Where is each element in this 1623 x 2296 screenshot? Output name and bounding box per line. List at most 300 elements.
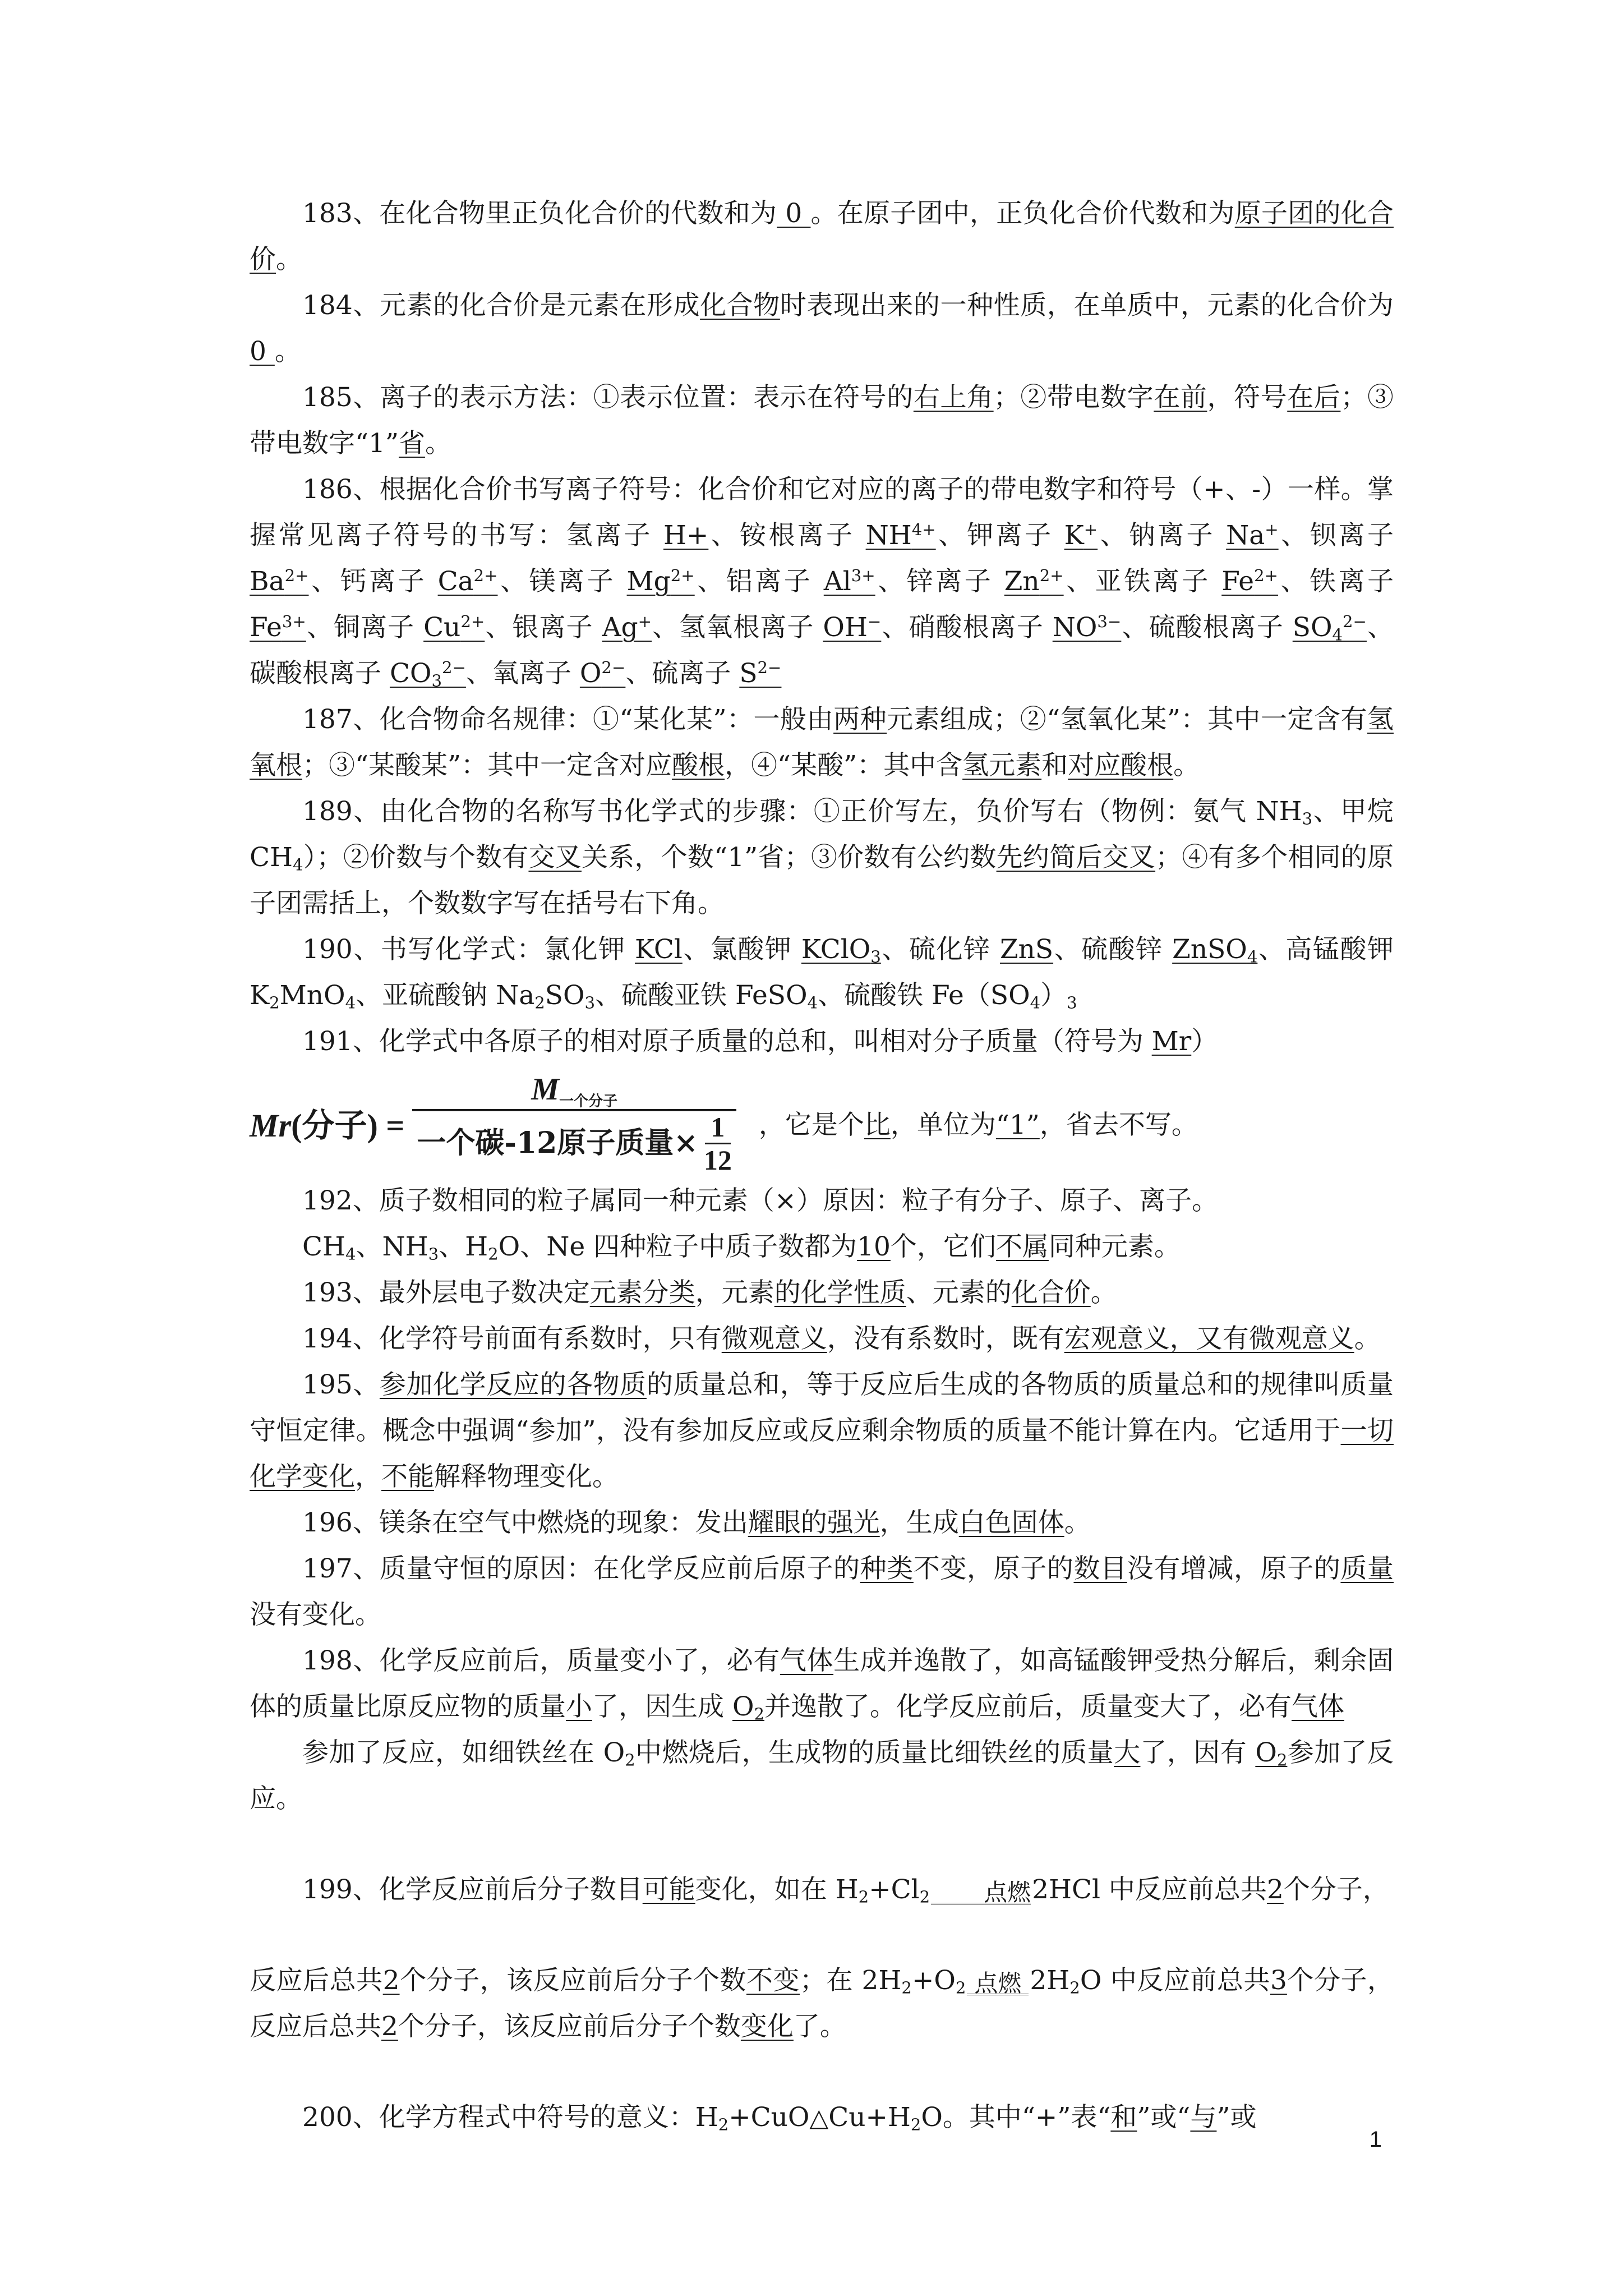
text: 183、在化合物里正负化合价的代数和为 [302,198,777,229]
subscript: 3 [584,993,596,1013]
charge: − [867,611,882,631]
separator: 、 [935,520,967,551]
charge: 2− [441,657,466,677]
text: 193、最外层电子数决定 [302,1277,590,1308]
answer: 对应酸根 [1068,750,1174,781]
formula [801,934,881,965]
formula: KCl [634,934,683,965]
symbol: O [579,658,602,689]
text: 197、质量守恒的原因：在化学反应前后原子的 [302,1553,860,1584]
ion-symbol [823,612,881,643]
charge: 2+ [284,565,309,585]
text: 和 [1041,750,1068,781]
paragraph-195 [250,1362,1394,1500]
symbol: Cu [423,612,461,643]
ion-label: 铜离子 [333,612,424,643]
ion-label: 碳酸根离子 [250,658,390,689]
equals-line [967,1994,1029,1995]
separator: 、 [465,658,492,689]
answer: 微观意义 [721,1323,827,1354]
answer: 3 [1270,1965,1287,1996]
answer: 参加化学反应的各物质 [379,1369,647,1400]
condition-label: 点燃 [974,1969,1022,1997]
text: 2HCl 中反应前总共 [1032,1874,1267,1905]
answer: 10 [857,1231,891,1262]
ion-label: 铵根离子 [740,520,866,551]
numerator-subscript: 一个分子 [559,1093,618,1110]
ion-symbol [390,658,466,689]
text: ，没有系数时，既有 [827,1323,1064,1354]
charge: 2− [601,657,626,677]
text: 个分子，该反应前后分子个数 [399,1965,746,1996]
charge: 3+ [851,565,875,585]
text: 没有增减，原子的 [1127,1553,1341,1584]
ion-symbol [423,612,485,643]
ion-label: 铁离子 [1310,566,1394,597]
separator: 、 [308,566,340,597]
paragraph-186 [250,467,1394,697]
subscript: 2 [955,1978,966,1998]
answer: 数目 [1073,1553,1127,1584]
text: 参加了反应，如细铁丝在 O [302,1737,625,1768]
text: O 中反应前总共 [1080,1965,1270,1996]
answer [732,1691,764,1722]
answer: 宏观意义，又有微观意义 [1064,1323,1354,1354]
mass-symbol: M [531,1071,559,1107]
text: 、NH [356,1231,428,1262]
symbol: Zn [1004,566,1040,597]
symbol: Mg [626,566,671,597]
text: ，它是个 [758,1109,864,1140]
symbol: Ca [437,566,474,597]
subscript: 2 [910,2115,921,2134]
text: ，元素 [695,1277,774,1308]
subscript: 4 [1030,993,1041,1013]
formula-tail [759,1104,1198,1142]
subscript: 2 [754,1704,765,1724]
ion-label: 硫酸根离子 [1149,612,1293,643]
text: 。 [1064,1507,1091,1538]
ion-symbol [627,566,695,597]
charge: 4+ [911,519,936,539]
separator: 、 [1063,566,1095,597]
subscript: 4 [1247,947,1258,967]
paragraph-191 [250,1019,1394,1065]
answer: 原子团的化合价 [250,198,1394,275]
text: 、氯酸钾 [682,934,801,965]
answer: 小 [566,1691,592,1722]
text: ”或 [1216,2102,1257,2133]
text: 关系，个数“1”省；③价数有公约数 [581,842,997,873]
subscript: 4 [345,1244,356,1264]
text: 个分子，该反应前后分子个数 [398,2011,741,2042]
separator: 、 [1278,520,1310,551]
separator: 、 [1366,612,1394,643]
ion-symbol [438,566,498,597]
answer: 2 [382,1965,400,1996]
text: 196、镁条在空气中燃烧的现象：发出 [302,1507,748,1538]
text: CH [302,1231,345,1262]
text: 186、根据化合价书写离子符号：化合价和它对应的离子的带电数字和符号（+、-）一样。掌握常见离子符号的书写： [250,474,1394,551]
text: ） [1191,1026,1218,1057]
text: 。在原子团中，正负化合价代数和为 [810,198,1235,229]
charge: 2− [757,657,782,677]
text: 、亚硫酸钠 Na [356,980,535,1011]
answer: 元素分类 [589,1277,695,1308]
text: ）；②价数与个数有 [303,842,529,873]
paragraph-190 [250,927,1394,1019]
answer: 0 [250,336,275,367]
text: 、硫酸锌 [1053,934,1173,965]
symbol: NO [1052,612,1098,643]
ion-label: 钡离子 [1310,520,1394,551]
charge: 2+ [460,611,485,631]
ion-label: 钠离子 [1128,520,1227,551]
charge: 2+ [670,565,695,585]
charge: + [638,611,652,631]
ion-symbol [1226,520,1279,551]
ion-symbol [250,566,309,597]
charge: 2+ [1254,565,1278,585]
answer: 白色固体 [958,1507,1064,1538]
subscript: 4 [345,993,356,1013]
paragraph-198 [250,1638,1394,1730]
spacer [250,1822,1394,1867]
ion-label: 氧离子 [492,658,580,689]
text: 同种元素。 [1048,1231,1181,1262]
paragraph-192-cont [250,1224,1394,1270]
text: 。 [1354,1323,1381,1354]
ion-label: 银离子 [512,612,602,643]
answer: 化合物 [700,290,780,321]
answer: 一切化学变化 [250,1415,1394,1492]
charge: 2+ [1039,565,1064,585]
answer: 耀眼的强光 [748,1507,880,1538]
subscript: 2 [858,1887,869,1907]
text: 。 [1090,1277,1117,1308]
subscript: 4 [807,993,818,1013]
symbol: Fe [250,612,282,643]
text: ，符号 [1207,382,1288,413]
ion-symbol [824,566,875,597]
text: +O [911,1965,956,1996]
subscript: 2 [901,1978,912,1998]
charge: + [1083,519,1098,539]
mini-numerator: 1 [711,1111,725,1143]
text: 解释物理变化。 [434,1461,619,1492]
answer [1255,1737,1287,1768]
subscript: 3 [870,947,881,967]
answer: 右上角 [913,382,994,413]
text: 。 [276,244,302,275]
symbol: Ag [602,612,638,643]
text: 、甲烷 CH [250,796,1394,873]
answer: 0 [777,198,811,229]
separator: 、 [485,612,513,643]
text: 中燃烧后，生成物的质量比细铁丝的质量 [635,1737,1114,1768]
subscript: 2 [1069,1978,1080,1998]
text: 生成并逸散了，如高锰酸钾受热分解后，剩余固体的质量比原反应物的质量 [250,1645,1394,1722]
ion-label: 镁离子 [529,566,627,597]
answer: 不变 [746,1965,800,1996]
formula-fraction [412,1070,736,1176]
text: 191、化学式中各原子的相对原子质量的总和，叫相对分子质量（符号为 [302,1026,1152,1057]
charge: + [1265,519,1279,539]
text: ） [1040,980,1067,1011]
text: 个分子，反应后总共 [250,1965,1394,2042]
paragraph-197 [250,1546,1394,1638]
text: 、元素的 [906,1277,1012,1308]
text: 个分子， [1283,1874,1389,1905]
text: 参加了反应。 [250,1737,1394,1814]
answer: 比 [864,1109,891,1140]
paragraph-200 [250,2095,1394,2141]
mr-symbol: Mr [250,1107,292,1144]
denominator-text: 一个碳-12原子质量× [417,1126,698,1160]
text: 2H [1030,1965,1070,1996]
text: 194、化学符号前面有系数时，只有 [302,1323,722,1354]
ion-symbol [1064,520,1098,551]
symbol: ZnSO [1172,934,1247,965]
text: 元素组成；②“氢氧化某”：其中一定含有 [887,704,1368,735]
paragraph-193 [250,1270,1394,1316]
ion-label: 亚铁离子 [1095,566,1222,597]
answer: 2 [381,2011,398,2042]
symbol: SO [1292,612,1332,643]
formula-lhs-text: (分子) = [291,1107,405,1144]
symbol: NH [865,520,912,551]
symbol: Na [1226,520,1265,551]
paragraph-183 [250,191,1394,283]
answer: 气体 [780,1645,834,1676]
text: ；④有多个相同的原子团需括上，个数数字写在括号右下角。 [250,842,1394,919]
answer: 的化学性质 [774,1277,906,1308]
reaction-condition-arrow [967,1970,1029,1995]
subscript: 2 [625,1750,635,1770]
text: ，单位为 [890,1109,996,1140]
separator: 、 [652,612,680,643]
separator: 、 [875,566,907,597]
separator: 、 [1278,566,1310,597]
text: 时表现出来的一种性质，在单质中，元素的化合价为 [780,290,1394,321]
answer: 气体 [1292,1691,1345,1722]
separator: 、 [306,612,334,643]
ion-label: 锌离子 [906,566,1004,597]
formula-lhs [250,1099,404,1146]
ion-symbol [580,658,625,689]
text: 187、化合物命名规律：①“某化某”：一般由 [302,704,834,735]
answer: 大 [1114,1737,1141,1768]
subscript: 4 [292,855,303,875]
subscript: 2 [718,2115,729,2134]
text: 变化，如在 H [695,1874,859,1905]
charge: 3+ [282,611,306,631]
fraction-denominator [412,1111,736,1176]
answer: 酸根 [672,750,725,781]
symbol: OH [823,612,868,643]
charge: 2+ [473,565,498,585]
text: ”或“ [1137,2102,1191,2133]
text: 不变，原子的 [913,1553,1074,1584]
text: 200、化学方程式中符号的意义：H [302,2102,718,2133]
ion-label: 硝酸根离子 [909,612,1053,643]
text: 。 [1173,750,1200,781]
symbol: Al [823,566,851,597]
text: Cu+H [828,2102,911,2133]
answer: 两种 [833,704,887,735]
text: 190、书写化学式：氯化钾 [302,934,635,965]
subscript: 3 [431,671,442,691]
spacer [250,2050,1394,2095]
text: 的质量总和，等于反应后生成的各物质的质量总和的规律叫质量守恒定律。概念中强调“参加”，没有参加反应或反应剩余物质的质量不能计算在内。它适用于 [250,1369,1394,1446]
fraction-numerator [514,1070,634,1109]
answer: 与 [1190,2102,1217,2133]
answer: 氢元素 [962,750,1042,781]
subscript: 2 [1276,1750,1288,1770]
text: 195、 [302,1369,380,1400]
symbol: Ba [250,566,285,597]
subscript: 4 [1332,625,1343,645]
ion-label: 氢离子 [566,520,663,551]
text: 、H [439,1231,488,1262]
subscript: 2 [534,993,545,1013]
subscript: 2 [488,1244,499,1264]
paragraph-187 [250,697,1394,789]
spacer [250,1913,1394,1958]
text: 了。 [793,2011,846,2042]
text: ，生成 [879,1507,959,1538]
paragraph-192 [250,1178,1394,1224]
text: 192、质子数相同的粒子属同一种元素（×）原因：粒子有分子、原子、离子。 [302,1185,1219,1216]
answer: 在后 [1287,382,1341,413]
text: 、硫酸铁 Fe（SO [818,980,1030,1011]
ion-symbol [739,658,781,689]
ion-symbol [866,520,936,551]
formula: ZnS [999,934,1054,965]
symbol: CO [389,658,432,689]
paragraph-196 [250,1500,1394,1546]
text: ， [355,1461,381,1492]
answer: 2 [1266,1874,1284,1905]
text: MnO [279,980,345,1011]
separator: 、 [881,612,909,643]
equals-line [931,1903,1031,1904]
answer: 和 [1110,2102,1137,2133]
page-number: 1 [1369,2127,1382,2152]
text: 个，它们 [890,1231,996,1262]
answer: 化合价 [1011,1277,1091,1308]
text: 并逸散了。化学反应前后，质量变大了，必有 [764,1691,1292,1722]
paragraph-185 [250,375,1394,467]
ion-label: 钙离子 [340,566,438,597]
answer: 种类 [860,1553,914,1584]
heat-triangle-icon: △ [809,2104,829,2132]
subscript: 2 [919,1887,930,1907]
text: ，省去不写。 [1039,1109,1198,1140]
symbol: S [739,658,758,689]
ion-label: 钾离子 [967,520,1064,551]
paragraph-189 [250,789,1394,927]
ion-label: 铝离子 [726,566,824,597]
text: 184、元素的化合价是元素在形成 [302,290,700,321]
condition-label: 点燃 [984,1878,1031,1906]
text: 了，因生成 [592,1691,732,1722]
ion-symbol [602,612,652,643]
answer: 在前 [1154,382,1207,413]
text: 185、离子的表示方法：①表示位置：表示在符号的 [302,382,914,413]
ion-symbol [1221,566,1278,597]
subscript: 2 [269,993,280,1013]
text: 198、化学反应前后，质量变小了，必有 [302,1645,780,1676]
text: 了，因有 [1140,1737,1256,1768]
answer: 变化 [740,2011,794,2042]
ion-label: 氢氧根离子 [679,612,823,643]
charge: 2− [1343,611,1367,631]
ion-label: 硫离子 [652,658,740,689]
relative-molecular-mass-formula [250,1069,1394,1176]
answer: 不属 [995,1231,1049,1262]
answer: 可能 [642,1874,695,1905]
text: ；③带电数字“1” [250,382,1394,459]
answer: “1” [995,1109,1040,1140]
paragraph-198-cont [250,1730,1394,1822]
text: +Cl [869,1874,920,1905]
paragraph-194 [250,1316,1394,1362]
one-twelfth [704,1111,732,1176]
paragraph-184 [250,283,1394,375]
text: ，④“某酸”：其中含 [725,750,963,781]
ion-symbol [250,612,306,643]
text: SO [545,980,585,1011]
subscript: 3 [1067,993,1077,1013]
mini-denominator: 12 [703,1144,732,1176]
charge: 3− [1097,611,1122,631]
separator: 、 [708,520,740,551]
symbol: Fe [1221,566,1255,597]
separator: 、 [1098,520,1129,551]
answer: 先约简后交叉 [996,842,1156,873]
document-body [250,191,1394,2141]
reaction-condition-arrow [931,1879,1031,1904]
text: ；②带电数字 [993,382,1154,413]
text: ；在 2H [800,1965,902,1996]
text: 、硫酸亚铁 FeSO [595,980,808,1011]
formula [1172,934,1257,965]
answer: 交叉 [528,842,582,873]
subscript: 3 [428,1244,439,1264]
answer: Mr [1151,1026,1192,1057]
text: 。 [425,428,451,459]
text: 。 [274,336,301,367]
text: 189、由化合物的名称写书化学式的步骤：①正价写左，负价写右（物例：氨气 NH [302,796,1302,827]
text: 199、化学反应前后分子数目 [302,1874,643,1905]
text: O。其中“+”表“ [921,2102,1111,2133]
subscript: 3 [1302,809,1313,829]
separator: 、 [694,566,726,597]
answer: 不能 [381,1461,434,1492]
separator: 、 [625,658,652,689]
separator: 、 [497,566,529,597]
answer: 氢氧根 [250,704,1394,781]
answer: 质量 [1340,1553,1394,1584]
symbol: K [1064,520,1084,551]
separator: 、 [1121,612,1149,643]
paragraph-199 [250,1867,1394,1913]
text: +CuO [728,2102,810,2133]
ion-symbol: H+ [663,520,709,551]
text: 反应后总共 [250,1965,383,1996]
ion-symbol [1293,612,1367,643]
